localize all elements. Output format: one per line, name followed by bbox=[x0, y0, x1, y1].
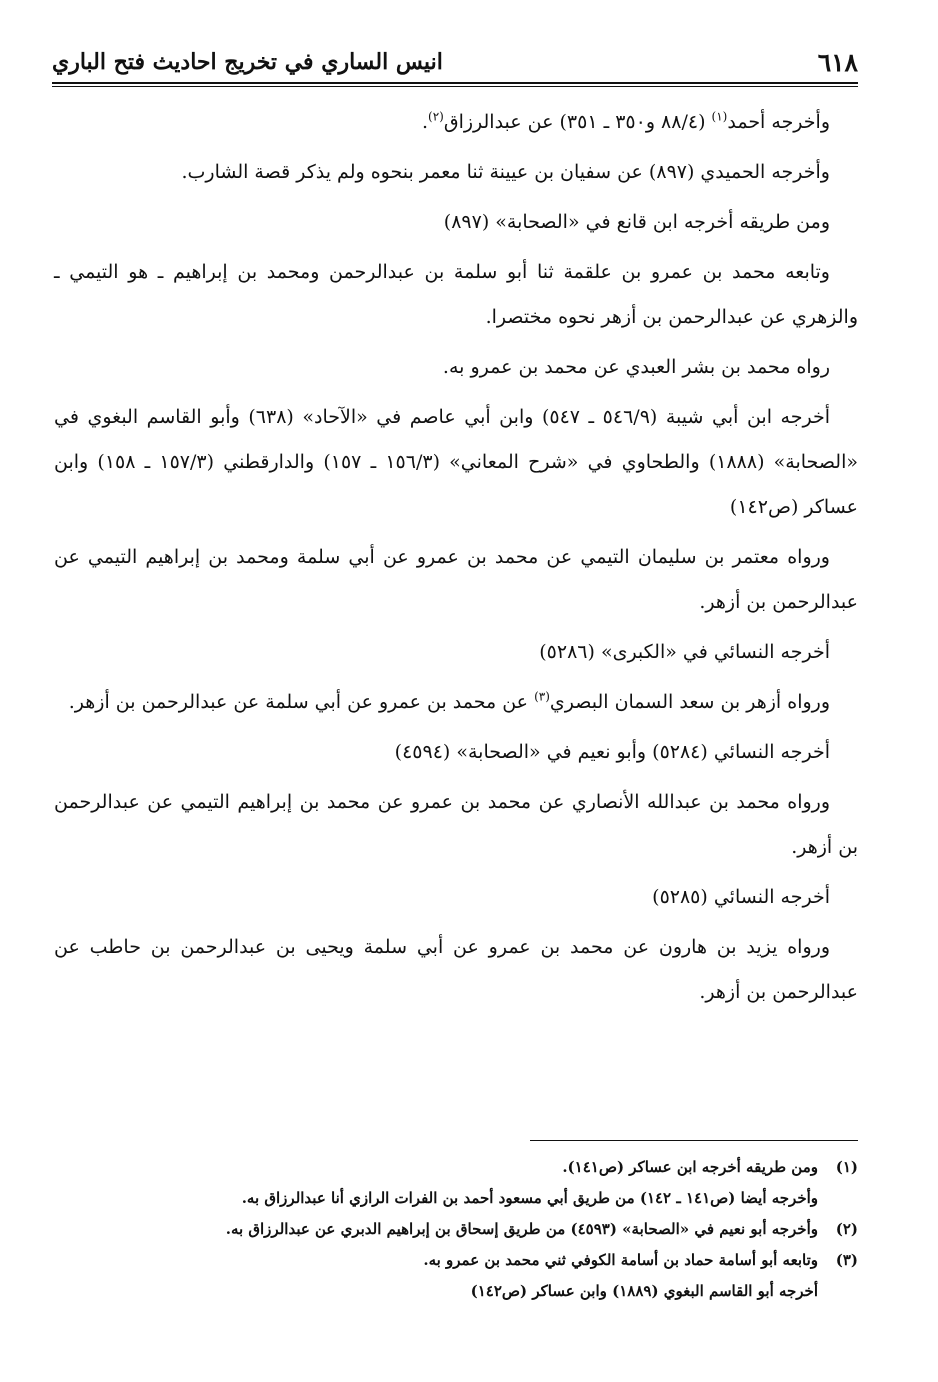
footnote-separator bbox=[530, 1140, 858, 1141]
footnote-number: (١) bbox=[835, 1158, 858, 1176]
page-header bbox=[52, 44, 858, 80]
paragraph: أخرجه النسائي (٥٢٨٥) bbox=[652, 886, 830, 908]
paragraph: ورواه يزيد بن هارون عن محمد بن عمرو عن أبي سلمة ويحيى بن عبدالرحمن بن حاطب عن عبدالرحمن بن أزهر. bbox=[54, 936, 858, 1003]
header-rule-thin bbox=[52, 86, 858, 87]
paragraph: أخرجه النسائي في «الكبرى» (٥٢٨٦) bbox=[539, 641, 830, 663]
footnote-number: (٢) bbox=[835, 1220, 858, 1238]
paragraph: ورواه معتمر بن سليمان التيمي عن محمد بن عمرو عن أبي سلمة ومحمد بن إبراهيم التيمي عن عبدالرحمن بن أزهر. bbox=[54, 546, 858, 613]
paragraph: وتابعه محمد بن عمرو بن علقمة ثنا أبو سلمة بن عبدالرحمن ومحمد بن إبراهيم ـ هو التيمي ـ والزهري عن عبدالرحمن بن أزهر نحوه مختصرا. bbox=[54, 261, 858, 328]
footnote-text: وأخرجه أيضا (ص١٤١ ـ ١٤٢) من طريق أبي مسعود أحمد بن الفرات الرازي أنا عبدالرزاق به. bbox=[241, 1189, 818, 1207]
footnote-text: ومن طريقه أخرجه ابن عساكر (ص١٤١). bbox=[562, 1158, 818, 1176]
paragraph: ورواه أزهر بن سعد السمان البصري$^{(٣)}$ عن محمد بن عمرو عن أبي سلمة عن عبدالرحمن بن أزهر. bbox=[68, 689, 830, 713]
footnote-text: وأخرجه أبو نعيم في «الصحابة» (٤٥٩٣) من طريق إسحاق بن إبراهيم الدبري عن عبدالرزاق به. bbox=[225, 1220, 818, 1238]
paragraph: وأخرجه الحميدي (٨٩٧) عن سفيان بن عيينة ثنا معمر بنحوه ولم يذكر قصة الشارب. bbox=[181, 161, 830, 183]
footnotes bbox=[110, 1152, 858, 1307]
footnote-text: أخرجه أبو القاسم البغوي (١٨٨٩) وابن عساكر (ص١٤٢) bbox=[470, 1282, 818, 1300]
paragraph: أخرجه ابن أبي شيبة (٥٤٦/٩ ـ ٥٤٧) وابن أبي عاصم في «الآحاد» (٦٣٨) وأبو القاسم البغوي في «الصحابة» (١٨٨٨) والطحاوي في «شرح المعاني» (١٥٦/٣ ـ ١٥٧) والدارقطني (١٥٧/٣ ـ ١٥٨) وابن عساكر (ص١٤٢) bbox=[54, 406, 858, 518]
paragraph: أخرجه النسائي (٥٢٨٤) وأبو نعيم في «الصحابة» (٤٥٩٤) bbox=[394, 741, 830, 763]
running-title: انيس الساري في تخريج احاديث فتح الباري bbox=[52, 49, 443, 75]
header-rule bbox=[52, 82, 858, 84]
footnote bbox=[110, 1245, 858, 1276]
page-number: ٦١٨ bbox=[817, 47, 858, 77]
footnote-number: (٣) bbox=[835, 1251, 858, 1269]
paragraph: ومن طريقه أخرجه ابن قانع في «الصحابة» (٨٩٧) bbox=[443, 211, 830, 233]
paragraph: وأخرجه أحمد$^{(١)}$ (٨٨/٤ و٣٥٠ ـ ٣٥١) عن عبدالرزاق$^{(٢)}$. bbox=[421, 109, 830, 133]
footnote bbox=[110, 1214, 858, 1245]
paragraph: رواه محمد بن بشر العبدي عن محمد بن عمرو به. bbox=[442, 356, 830, 378]
paragraph: ورواه محمد بن عبدالله الأنصاري عن محمد بن عمرو عن محمد بن إبراهيم التيمي عن عبدالرحمن بن أزهر. bbox=[54, 791, 858, 858]
footnote bbox=[110, 1152, 858, 1183]
main-text bbox=[54, 100, 858, 1020]
footnote-text: وتابعه أبو أسامة حماد بن أسامة الكوفي ثني محمد بن عمرو به. bbox=[423, 1251, 818, 1269]
